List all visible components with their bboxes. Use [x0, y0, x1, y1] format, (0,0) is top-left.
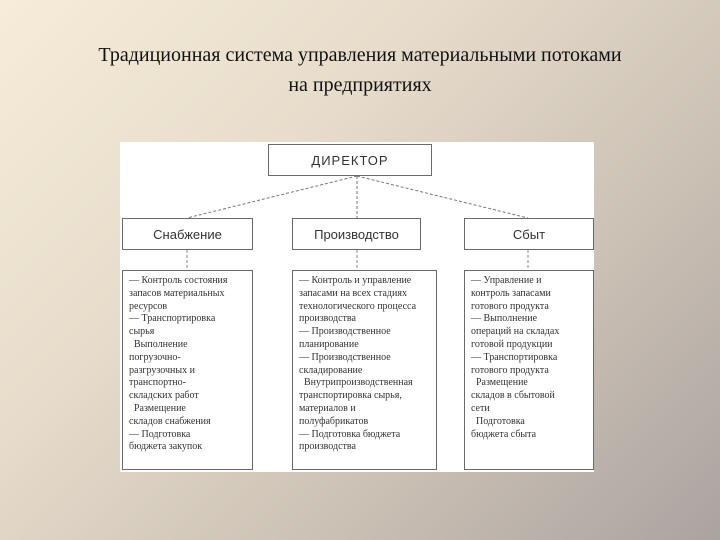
- supply-head-box: [122, 218, 253, 250]
- list-item: сырья: [129, 326, 155, 338]
- list-item: готового продукта: [471, 364, 549, 376]
- list-item: — Подготовка бюджета: [299, 428, 401, 440]
- list-item: — Выполнение: [471, 313, 538, 325]
- list-item: — Транспортировка: [471, 351, 558, 363]
- list-item: — Транспортировка: [129, 313, 216, 325]
- list-item: технологического процесса: [299, 300, 417, 312]
- production-functions-box: [292, 270, 437, 470]
- list-item: погрузочно-: [129, 351, 181, 363]
- list-item: — Производственное: [299, 351, 391, 363]
- director-label: ДИРЕКТОР: [311, 152, 389, 168]
- list-item: — Контроль состояния: [129, 275, 228, 286]
- list-item: Внутрипроизводственная: [299, 377, 413, 389]
- list-item: контроль запасами: [471, 287, 551, 299]
- slide-title: [0, 40, 720, 100]
- list-item: операций на складах: [471, 326, 560, 338]
- list-item: ресурсов: [129, 300, 168, 312]
- list-item: производства: [299, 441, 356, 453]
- list-item: Выполнение: [129, 338, 188, 350]
- sales-functions-box: [464, 270, 594, 470]
- list-item: полуфабрикатов: [299, 415, 369, 427]
- list-item: производства: [299, 313, 356, 325]
- slide-title-line-2: на предприятиях: [288, 74, 432, 96]
- connector-director-to-sales: [357, 176, 528, 218]
- list-item: Подготовка: [471, 415, 525, 427]
- list-item: — Производственное: [299, 326, 391, 338]
- list-item: — Управление и: [471, 275, 542, 286]
- list-item: готовой продукции: [471, 338, 553, 350]
- list-item: планирование: [299, 338, 359, 350]
- org-chart: [120, 142, 594, 472]
- supply-head-label: Снабжение: [153, 226, 222, 242]
- supply-functions-box: [122, 270, 253, 470]
- list-item: материалов и: [299, 402, 356, 414]
- list-item: бюджета сбыта: [471, 428, 537, 440]
- slide-title-line-1: Традиционная система управления материальными потоками: [98, 44, 622, 66]
- list-item: сети: [471, 402, 490, 414]
- connector-director-to-supply: [187, 176, 357, 218]
- list-item: складских работ: [129, 390, 199, 402]
- list-item: Размещение: [471, 377, 528, 389]
- list-item: запасов материальных: [129, 287, 225, 299]
- list-item: — Контроль и управление: [299, 275, 412, 286]
- production-head-box: [292, 218, 421, 250]
- list-item: — Подготовка: [129, 428, 191, 440]
- list-item: транспортно-: [129, 377, 186, 389]
- list-item: складов снабжения: [129, 415, 211, 427]
- list-item: запасами на всех стадиях: [299, 287, 407, 299]
- list-item: разгрузочных и: [129, 364, 195, 376]
- director-box: [268, 144, 432, 176]
- sales-head-box: [464, 218, 594, 250]
- list-item: транспортировка сырья,: [299, 390, 402, 402]
- sales-head-label: Сбыт: [512, 226, 546, 242]
- list-item: складов в сбытовой: [471, 390, 555, 402]
- list-item: Размещение: [129, 402, 186, 414]
- list-item: готового продукта: [471, 300, 549, 312]
- list-item: бюджета закупок: [129, 441, 203, 453]
- list-item: складирование: [299, 364, 363, 376]
- production-head-label: Производство: [314, 226, 399, 242]
